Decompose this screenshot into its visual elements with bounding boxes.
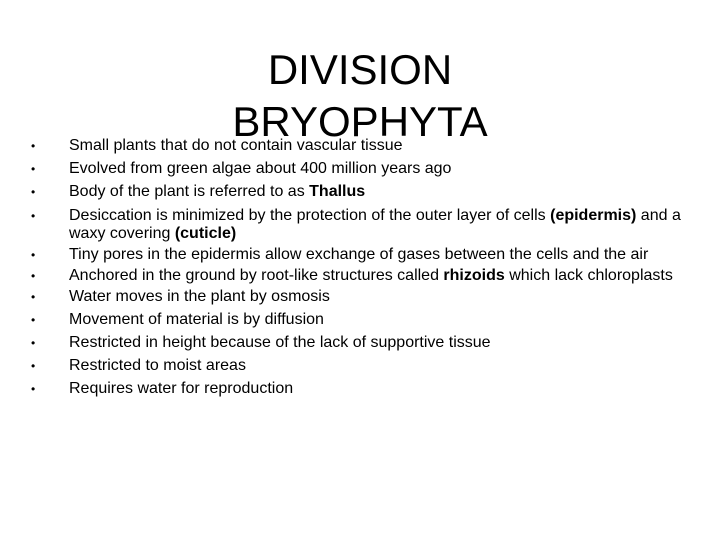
bullet-item [0,288,720,306]
bullet-dot-icon: • [31,139,36,153]
bullet-text-segment: Tiny pores in the epidermis allow exchange of gases between the cells and the air [69,245,649,263]
bullet-text-segment: Movement of material is by diffusion [69,310,324,328]
bullet-bold-term: rhizoids [443,266,505,284]
bullet-text [69,137,403,154]
bullet-text [69,380,293,397]
bullet-item [0,267,720,285]
bullet-dot-icon: • [31,162,36,177]
bullet-item [0,137,720,155]
bullet-text-segment: Requires water for reproduction [69,380,294,398]
bullet-bold-term: (cuticle) [174,224,237,242]
bullet-text [69,160,451,177]
bullet-item [0,357,720,375]
bullet-dot-icon: • [31,208,36,223]
bullet-dot-icon: • [31,185,36,200]
bullet-dot-icon: • [31,359,36,374]
bullet-text [69,183,365,200]
bullet-dot-icon: • [31,335,36,350]
bullet-text [69,311,324,328]
bullet-dot-icon: • [31,247,36,262]
bullet-bold-term: (epidermis) [550,206,637,224]
bullet-text-segment: Evolved from green algae about 400 million years ago [69,160,452,178]
bullet-item [0,160,720,178]
title-line-1: DIVISION [267,46,453,94]
slide-title [0,44,720,148]
title-line-2: BRYOPHYTA [232,98,488,146]
bullet-text-segment: Water moves in the plant by osmosis [69,287,330,305]
bullet-text-segment: Small plants that do not contain vascular tissue [69,137,403,154]
bullet-bold-term: Thallus [309,183,366,201]
bullet-text-segment: Desiccation is minimized by the protection of the outer layer of cells [69,206,551,224]
bullet-dot-icon: • [31,289,36,304]
bullet-text [69,334,491,351]
bullet-dot-icon: • [31,312,36,327]
bullet-text-segment: Restricted to moist areas [69,357,246,375]
bullet-dot-icon: • [31,268,36,283]
bullet-dot-icon: • [31,382,36,397]
bullet-text-segment: Anchored in the ground by root-like structures called [69,266,444,284]
bullet-text [69,288,330,305]
bullet-text [69,357,246,374]
bullet-text-segment: which lack chloroplasts [504,266,673,284]
bullet-item [0,380,720,398]
bullet-text [69,267,673,284]
bullet-list [0,137,720,404]
bullet-item [0,311,720,329]
bullet-text-segment: Body of the plant is referred to as [69,183,310,201]
bullet-text [69,207,681,242]
bullet-text [69,246,648,263]
bullet-item [0,183,720,201]
bullet-item [0,334,720,352]
bullet-item [0,207,720,243]
bullet-text-segment: and a waxy covering [69,206,681,242]
bullet-text-segment: Restricted in height because of the lack of supportive tissue [69,333,491,351]
bullet-item [0,246,720,264]
